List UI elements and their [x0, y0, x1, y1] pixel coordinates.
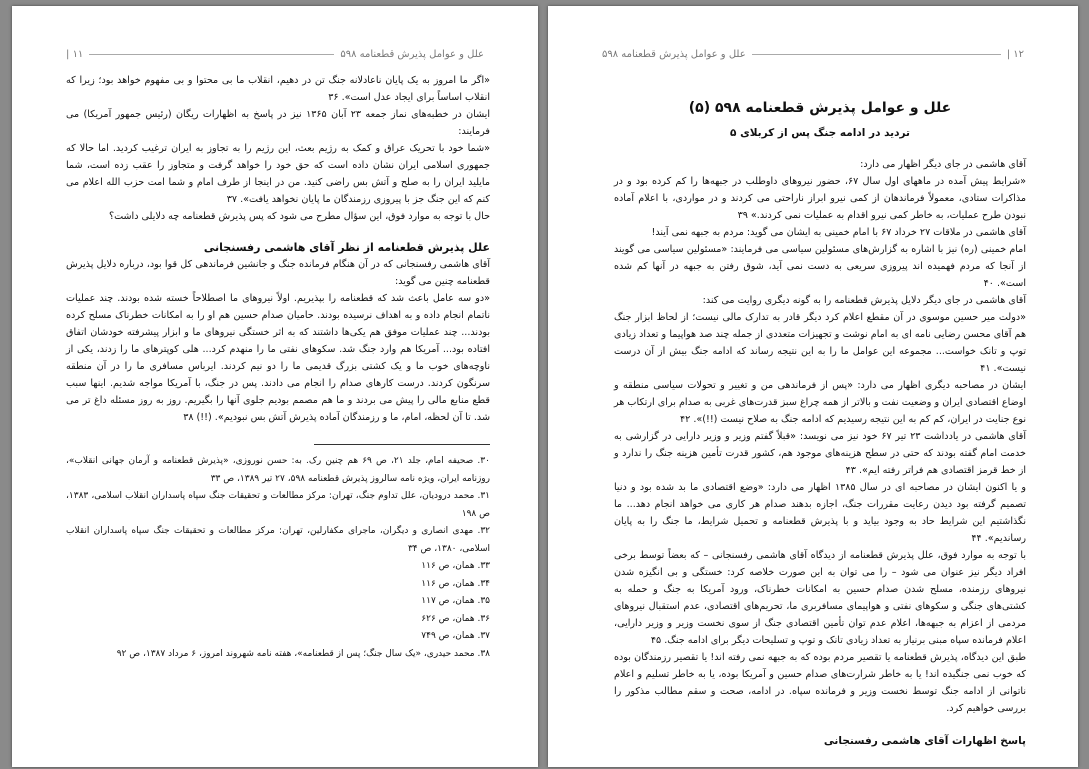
footnote: ۳۲. مهدی انصاری و دیگران، ماجرای مکفارلین، تهران: مرکز مطالعات و تحقیقات جنگ سپاه پاسداران انقلاب اسلامی، ۱۳۸۰، ص ۳۴	[66, 526, 490, 554]
header-title: علل و عوامل پذیرش قطعنامه ۵۹۸	[340, 48, 484, 60]
paragraph: آقای هاشمی در ملاقات ۲۷ خرداد ۶۷ با امام خمینی به ایشان می گوید: مردم به جبهه نمی آیند!	[651, 227, 1026, 238]
footnote: ۳۸. محمد حیدری، «یک سال جنگ؛ پس از قطعنامه»، هفته نامه شهروند امروز، ۶ مرداد ۱۳۸۷، ص ۹۲	[116, 648, 490, 659]
quote-paragraph: «دو سه عامل باعث شد که قطعنامه را بپذیریم. اولاً نیروهای ما اصطلاحاً خسته شده بودند. چند عملیات ناتمام انجام داده و به اهداف نرسیده بودند. حامیان صدام حسین هم او را به امکانات خطرناک مسلح کرده بودند... چند عملیات موفق هم یکی‌ها داشتند که به اثر خستگی نیروهای ما و ابزار پیشرفته خودشان اتفاق افتاده بود... آمریکا هم وارد جنگ شد. سکوهای نفتی ما را منهدم کرد... هلی کوپترهای ما را زدند، یکی از ناوچه‌های خوب ما و یک کشتی بزرگ قدیمی ما را دو نیم کردند. ایرباس مسافری ما را در آن منطقه سرنگون کردند. درست کارهای صدام را انجام می دادند. پس در جنگ، با آمریکا مواجه شدیم. اینها سبب قطع منابع مالی را پیش می بردند و ما هم مصمم بودیم جلوی آنها را بگیریم. روز به روز مسئله داغ تر می شد. تا آن لحظه، امام، ما و رزمندگان آماده پذیرش آتش بس نبودیم». (!!) ۳۸	[66, 293, 490, 423]
paragraph: حال با توجه به موارد فوق، این سؤال مطرح می شود که پس پذیرش قطعنامه چه دلایلی داشت؟	[108, 211, 490, 222]
header-rule	[89, 54, 334, 55]
footnote: ۳۱. محمد درودیان، علل تداوم جنگ، تهران: مرکز مطالعات و تحقیقات جنگ سپاه پاسداران انقلاب اسلامی، ۱۳۸۳، ص ۱۹۸	[66, 491, 490, 519]
footnote: ۳۷. همان، ص ۷۴۹	[421, 631, 490, 641]
footnote: ۳۵. همان، ص ۱۱۷	[421, 596, 490, 606]
footnote: ۳۶. همان، ص ۶۲۶	[421, 613, 490, 624]
chapter-title: علل و عوامل پذیرش قطعنامه ۵۹۸ (۵)	[688, 100, 952, 116]
paragraph: آقای هاشمی در جای دیگر دلایل پذیرش قطعنامه را به گونه دیگری روایت می کند:	[702, 295, 1026, 306]
page-12	[548, 6, 1078, 767]
paragraph: ایشان در خطبه‌های نماز جمعه ۲۳ آبان ۱۳۶۵ نیز در پاسخ به اظهارات ریگان (رئیس جمهور آمریکا) می فرمایند:	[66, 109, 490, 137]
quote-paragraph: «شرایط پیش آمده در ماههای اول سال ۶۷، حضور نیروهای داوطلب در جبهه‌ها را کم کرده بود و در مذاکرات ستادی، معمولاً فرماندهان از کمی نیرو ابراز ناراحتی می کردند و در مواردی، با اعلام آماده نبودن طرح عملیات، به خاطر کمی نیرو اقدام به عملیات نمی کردند.» ۳۹	[614, 176, 1026, 221]
quote-paragraph: «شما خود با تحریک عراق و کمک به رژیم بعث، این رژیم را به تجاوز به ایران ترغیب کردید. اما حالا که جمهوری اسلامی ایران نشان داده است که حق خود را خواهد گرفت و متجاوز را عقب زده است، شما مایلید ایران را به صلح و آتش بس راضی کنید. من در اینجا از طرف امام و شما امت حزب الله اعلام می کنم که این جنگ جز با پیروزی رزمندگان ما پایان نخواهد یافت». ۳۷	[66, 143, 490, 205]
footnote-separator	[314, 444, 490, 445]
header-title: علل و عوامل پذیرش قطعنامه ۵۹۸	[602, 48, 746, 60]
footnote: ۳۴. همان، ص ۱۱۶	[421, 578, 490, 589]
running-header	[66, 46, 484, 62]
paragraph: با توجه به موارد فوق، علل پذیرش قطعنامه از دیدگاه آقای هاشمی رفسنجانی – که بعضاً توسط برخی افراد دیگر نیز عنوان می شود – را می توان به این صورت خلاصه کرد: خستگی و بی انگیزه شدن نیروهای رزمنده، مسلح شدن صدام حسین به امکانات خطرناک، ورود آمریکا به جنگ و حمله به کشتی‌های جنگی و سکوهای نفتی و هواپیمای مسافربری ما، تحریم‌های اقتصادی، عدم استقبال نیروهای مردمی از اعزام به جبهه‌ها، اعلام عدم توان تأمین اقتصادی جنگ از سوی نخست وزیر و وزیر دارایی، اعلام فرمانده سپاه مبنی برنیاز به تعداد زیادی تانک و توپ و تسلیحات دیگر برای ادامه جنگ. ۴۵	[614, 550, 1026, 646]
header-rule	[752, 54, 1001, 55]
page-body	[66, 72, 490, 663]
page-body	[614, 100, 1026, 750]
paragraph: ایشان در مصاحبه دیگری اظهار می دارد: «پس از فرماندهی من و تغییر و تحولات سیاسی منطقه و اوضاع اقتصادی ایران و وضعیت نفت و بالاتر از همه چراغ سبز قدرت‌های غربی به صدام برای ارتکاب هر نوع جنایت در ایران، کم کم به این نتیجه رسیدیم که ادامه جنگ به صلاح نیست (!!)». ۴۲	[614, 380, 1026, 425]
footnotes	[66, 453, 490, 663]
section-heading: علل پذیرش قطعنامه از نظر آقای هاشمی رفسنجانی	[203, 241, 490, 254]
paragraph: آقای هاشمی رفسنجانی که در آن هنگام فرمانده جنگ و جانشین فرماندهی کل قوا بود، درباره دلایل پذیرش قطعنامه چنین می گوید:	[66, 259, 490, 287]
paragraph: آقای هاشمی در یادداشت ۲۳ تیر ۶۷ خود نیز می نویسد: «قبلاً گفتم وزیر و وزیر دارایی در گزارشی به خدمت امام گفته بودند که حتی در سطح هزینه‌های موجود هم، کشور قدرت تأمین هزینه جنگ را ندارد و از خط قرمز اقتصادی هم فراتر رفته ایم». ۴۳	[614, 431, 1026, 476]
paragraph: آقای هاشمی در جای دیگر اظهار می دارد:	[860, 159, 1026, 170]
footnote: ۳۳. همان، ص ۱۱۶	[421, 561, 490, 571]
paragraph: طبق این دیدگاه، پذیرش قطعنامه یا تقصیر مردم بوده که به جبهه نمی رفته اند! یا تقصیر رزمندگان بوده که خوب نمی جنگیده اند! یا به خاطر شرارت‌های صدام حسین و آمریکا بوده، یا به خاطر تسلیم و اعلام ناتوانی از ادامه جنگ توسط نخست وزیر و فرمانده سپاه. در ادامه، صحت و سقم مطالب مذکور را بررسی خواهیم کرد.	[614, 652, 1026, 714]
section-heading: پاسخ اظهارات آقای هاشمی رفسنجانی	[823, 735, 1026, 747]
paragraph: امام خمینی (ره) نیز با اشاره به گزارش‌های مسئولین سیاسی می فرمایند: «مسئولین سیاسی می گویند از آنجا که مردم فهمیده اند پیروزی سریعی به دست نمی آید، شوق رفتن به جبهه در آنها کم شده است». ۴۰	[614, 244, 1026, 289]
quote-paragraph: «دولت میر حسین موسوی در آن مقطع اعلام کرد دیگر قادر به تدارک مالی نیست؛ از لحاظ ابزار جنگ هم آقای محسن رضایی نامه ای به امام نوشت و تجهیزات متعددی از جمله چند صد هواپیما و تعداد زیادی توپ و تانک خواست... مجموعه این عوامل ما را به این نتیجه رساند که ادامه جنگ بیش از آن درست نیست». ۴۱	[614, 312, 1026, 374]
chapter-subtitle: تردید در ادامه جنگ پس از کربلای ۵	[730, 127, 910, 139]
paragraph: «اگر ما امروز به یک پایان ناعادلانه جنگ تن در دهیم، انقلاب ما بی محتوا و بی مفهوم خواهد بود؛ زیرا که انقلاب اساساً برای ایجاد عدل است». ۳۶	[66, 75, 490, 103]
paragraph: و یا اکنون ایشان در مصاحبه ای در سال ۱۳۸۵ اظهار می دارد: «وضع اقتصادی ما بد شده بود و دنیا تصمیم گرفته بود دیدن رعایت مقررات جنگ، اجازه بدهند صدام هر کاری می خواهد انجام دهد... ما نگذاشتیم این شرایط حاد به وجود بیاید و با پذیرش قطعنامه و تحمیل شرایط، ما جنگ را به پایان رساندیم». ۴۴	[614, 482, 1027, 544]
footnote: ۳۰. صحیفه امام، جلد ۲۱، ص ۶۹ هم چنین رک. به: حسن نوروزی، «پذیرش قطعنامه و آرمان جهانی انقلاب»، روزنامه ایران، ویژه نامه سالروز پذیرش قطعنامه ۵۹۸، ۲۷ تیر ۱۳۸۹، ص ۳۳	[66, 456, 490, 484]
running-header	[602, 46, 1024, 62]
page-number: ۱۲ |	[1006, 48, 1024, 60]
page-11	[12, 6, 538, 767]
page-number: ۱۱ |	[66, 48, 84, 60]
